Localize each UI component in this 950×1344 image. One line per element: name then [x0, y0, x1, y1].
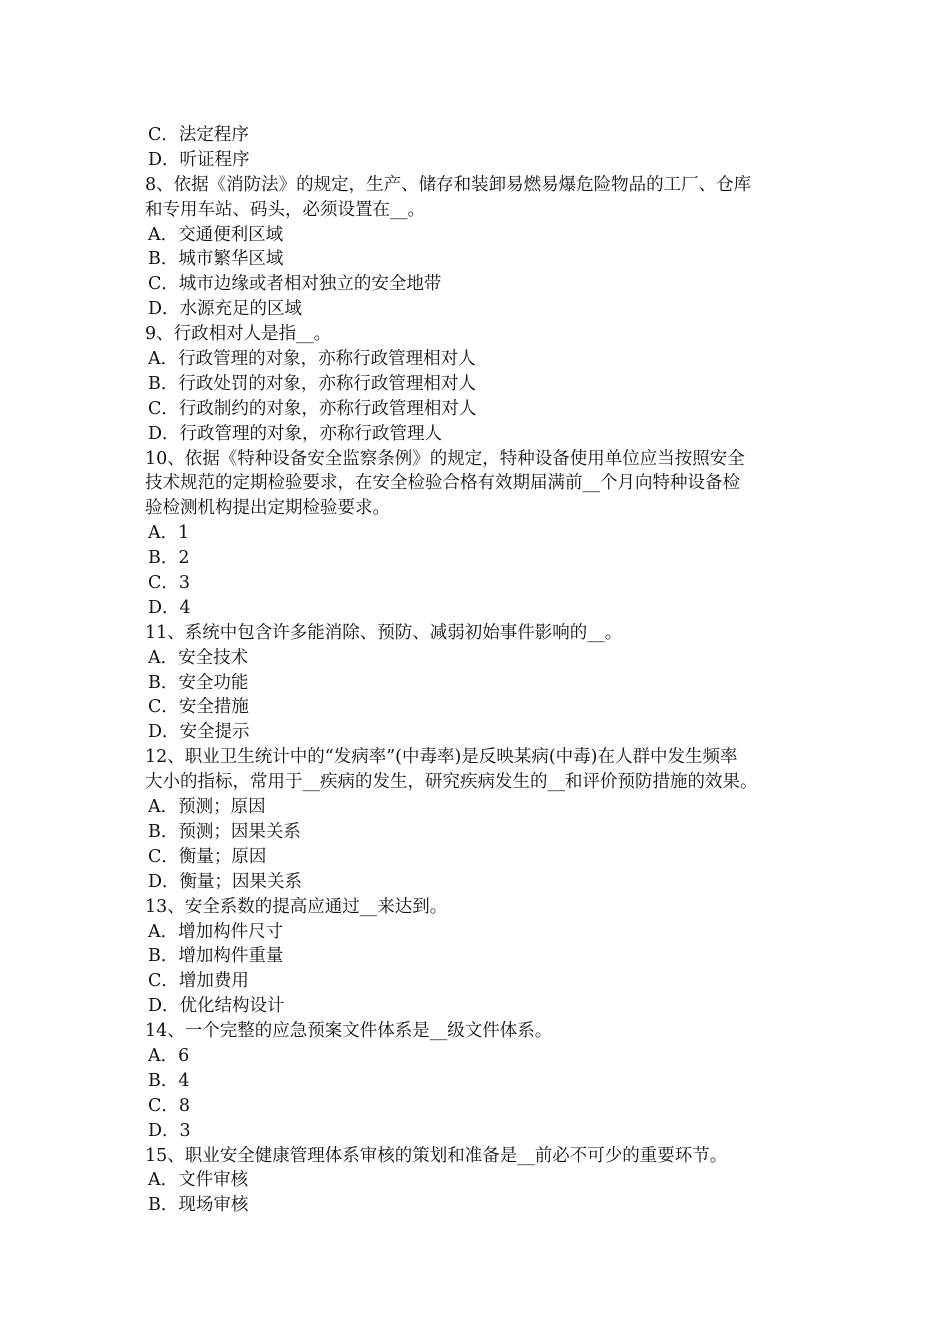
question-text-line: 技术规范的定期检验要求，在安全检验合格有效期届满前__个月向特种设备检 [145, 473, 740, 494]
answer-option-line: C．行政制约的对象，亦称行政管理相对人 [148, 398, 477, 419]
question-text-line: 12、职业卫生统计中的“发病率”(中毒率)是反映某病(中毒)在人群中发生频率 [145, 747, 738, 768]
answer-option-line: D．安全提示 [148, 722, 250, 743]
question-text-line: 15、职业安全健康管理体系审核的策划和准备是__前必不可少的重要环节。 [145, 1145, 728, 1166]
answer-option-line: B．安全功能 [148, 672, 249, 693]
question-text-line: 10、依据《特种设备安全监察条例》的规定，特种设备使用单位应当按照安全 [145, 448, 745, 469]
answer-option-line: C．3 [148, 573, 191, 594]
answer-option-line: C．衡量；原因 [148, 846, 267, 867]
question-text-line: 验检测机构提出定期检验要求。 [145, 498, 390, 519]
answer-option-line: C．城市边缘或者相对独立的安全地带 [148, 274, 442, 295]
answer-option-line: D．水源充足的区域 [148, 299, 303, 320]
answer-option-line: A．预测；原因 [148, 797, 266, 818]
answer-option-line: D．行政管理的对象，亦称行政管理人 [148, 423, 443, 444]
answer-option-line: B．现场审核 [148, 1195, 249, 1216]
answer-option-line: C．安全措施 [148, 697, 249, 718]
answer-option-line: A．行政管理的对象，亦称行政管理相对人 [148, 349, 476, 370]
document-page [145, 123, 815, 1218]
answer-option-line: B．2 [148, 548, 190, 569]
answer-option-line: D．衡量；因果关系 [148, 871, 303, 892]
question-text-line: 11、系统中包含许多能消除、预防、减弱初始事件影响的__。 [145, 622, 623, 643]
answer-option-line: B．城市繁华区域 [148, 249, 284, 270]
answer-option-line: A．文件审核 [148, 1170, 249, 1191]
question-text-line: 8、依据《消防法》的规定，生产、储存和装卸易燃易爆危险物品的工厂、仓库 [145, 174, 752, 195]
answer-option-line: A．1 [148, 523, 190, 544]
question-text-line: 14、一个完整的应急预案文件体系是__级文件体系。 [145, 1021, 553, 1042]
answer-option-line: D．听证程序 [148, 149, 250, 170]
question-text-line: 大小的指标，常用于__疾病的发生，研究疾病发生的__和评价预防措施的效果。 [145, 772, 758, 793]
answer-option-line: A．增加构件尺寸 [148, 921, 284, 942]
answer-option-line: A．安全技术 [148, 647, 249, 668]
question-text-line: 13、安全系数的提高应通过__来达到。 [145, 896, 448, 917]
answer-option-line: B．增加构件重量 [148, 946, 284, 967]
answer-option-line: A．6 [148, 1045, 190, 1066]
answer-option-line: A．交通便利区域 [148, 224, 284, 245]
answer-option-line: C．8 [148, 1095, 191, 1116]
answer-option-line: B．预测；因果关系 [148, 821, 301, 842]
answer-option-line: D．优化结构设计 [148, 996, 285, 1017]
answer-option-line: B．4 [148, 1070, 190, 1091]
answer-option-line: D．3 [148, 1120, 191, 1141]
answer-option-line: C．法定程序 [148, 125, 249, 145]
answer-option-line: B．行政处罚的对象，亦称行政管理相对人 [148, 373, 476, 394]
question-text-line: 9、行政相对人是指__。 [145, 324, 332, 345]
answer-option-line: D．4 [148, 597, 191, 618]
answer-option-line: C．增加费用 [148, 971, 249, 992]
question-text-line: 和专用车站、码头，必须设置在__。 [145, 199, 425, 220]
